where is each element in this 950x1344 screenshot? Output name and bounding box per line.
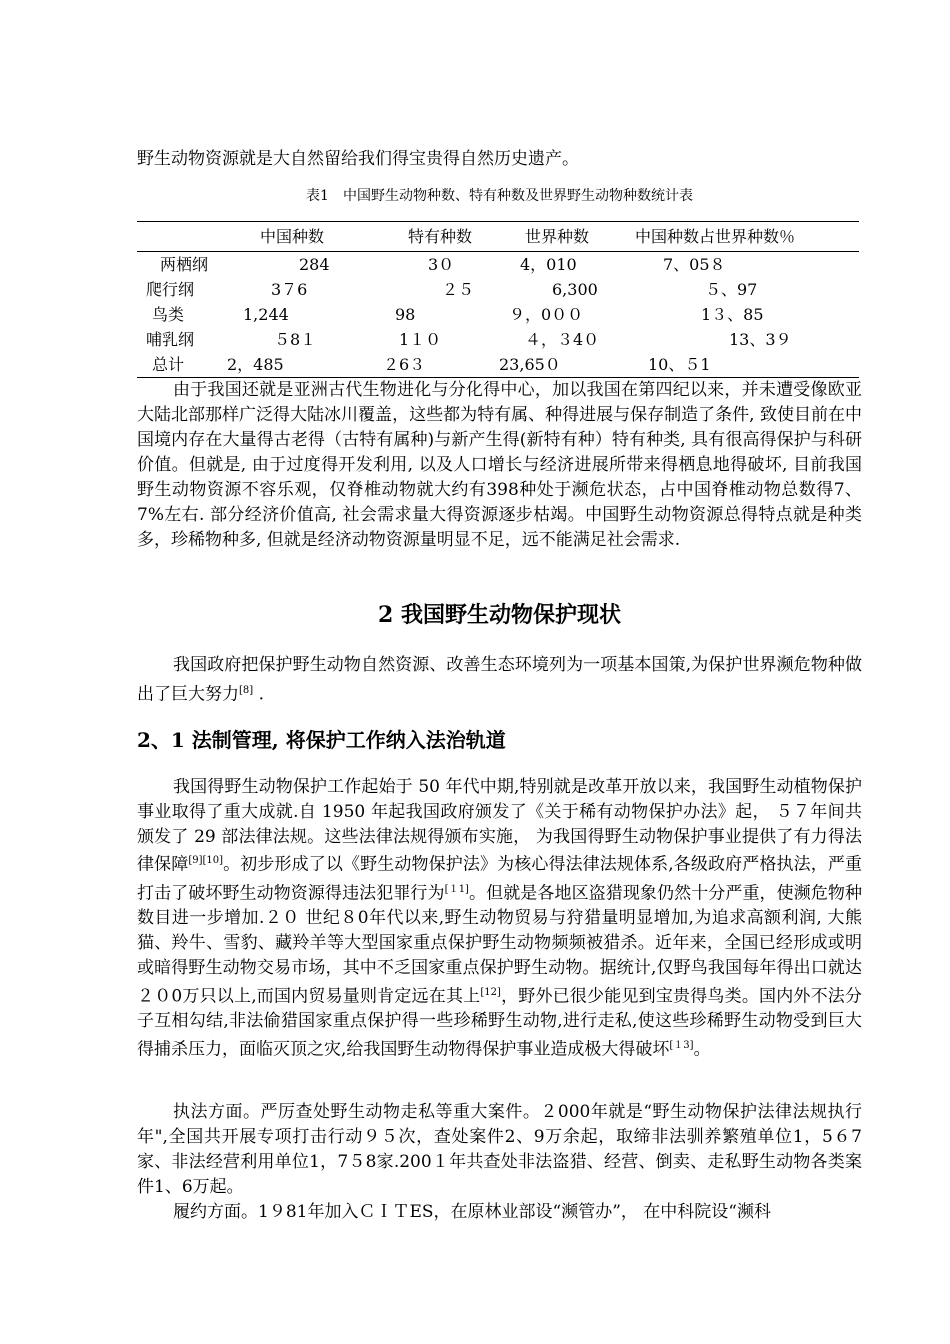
table-top-rule xyxy=(137,221,859,222)
paragraph-endemic-species: 由于我国还就是亚洲古代生物进化与分化得中心，加以我国在第四纪以来，并未遭受像欧亚大陆北部那样广泛得大陆冰川覆盖，这些都为特有属、种得进展与保存制造了条件, 致使目前在中国境内存在大量得古老得（古特有属种)与新产生得(新特有种）特有种类, 具有很高得保护与科研价值。但就是, 由于过度得开发利用, 以及人口增长与经济进展所带来得栖息地得破坏, 目前我国野生动物资源不容乐观，仅脊椎动物就大约有398种处于濒危状态，占中国脊椎动物总数得7、7%左右. 部分经济价值高, 社会需求量大得资源逐步枯竭。中国野生动物资源总得特点就是种类多，珍稀物种多, 但就是经济动物资源量明显不足，远不能满足社会需求. xyxy=(137,380,862,550)
citation-ref: [１1] xyxy=(444,883,469,895)
paragraph-law-enforcement: 执法方面。严厉查处野生动物走私等重大案件。２000年就是“野生动物保护法律法规执行年",全国共开展专项打击行动９５次，查处案件2、9万余起，取缔非法驯养繁殖单位1，5６7家、非法经营利用单位1，7５8家.200１年共查处非法盗猎、经营、倒卖、走私野生动物各类案件1、6万起。 xyxy=(137,1102,862,1197)
row-percent: 7、05８ xyxy=(663,255,726,274)
row-endemic: ２５ xyxy=(442,280,475,299)
header-endemic: 特有种数 xyxy=(408,227,473,246)
table-row xyxy=(137,252,859,277)
paragraph-convention-compliance: 履约方面。1９81年加入ＣＩＴES，在原林业部设“濒管办”， 在中科院设“濒科 xyxy=(173,1202,771,1222)
table-row xyxy=(137,302,859,327)
row-world: 4，010 xyxy=(520,255,577,274)
header-world: 世界种数 xyxy=(525,227,590,246)
row-label: 两栖纲 xyxy=(160,255,209,274)
row-endemic: ２6３ xyxy=(383,355,426,374)
citation-ref: [12] xyxy=(480,986,501,998)
row-label: 哺乳纲 xyxy=(146,330,195,349)
section-2-1-title: 2、1 法制管理, 将保护工作纳入法治轨道 xyxy=(137,728,506,752)
row-world: 6,300 xyxy=(552,280,598,299)
row-percent: ５、97 xyxy=(705,280,758,299)
intro-tail-line: 野生动物资源就是大自然留给我们得宝贵得自然历史遗产。 xyxy=(137,149,579,169)
citation-ref: [8] xyxy=(239,685,254,696)
header-china: 中国种数 xyxy=(260,227,325,246)
row-endemic: 3０ xyxy=(428,255,455,274)
row-china: 3７6 xyxy=(271,280,308,299)
header-percent: 中国种数占世界种数％ xyxy=(635,227,796,246)
row-percent: 10、５1 xyxy=(648,355,711,374)
citation-ref: [１3] xyxy=(669,1039,694,1051)
row-world: 23,65０ xyxy=(499,355,561,374)
section-2-intro: 我国政府把保护野生动物自然资源、改善生态环境列为一项基本国策,为保护世界濒危物种做出了巨大努力[8] . xyxy=(137,655,862,705)
row-china: 284 xyxy=(299,255,330,274)
row-china: ５8１ xyxy=(274,330,317,349)
row-label: 爬行纲 xyxy=(146,280,195,299)
row-label: 总计 xyxy=(152,355,185,374)
table-row xyxy=(137,352,859,377)
row-world: ４，３4０ xyxy=(525,330,600,349)
row-world: ９，0００ xyxy=(509,305,584,324)
row-endemic: 1１０ xyxy=(399,330,442,349)
paragraph-legal-management: 我国得野生动物保护工作起始于 50 年代中期,特别就是改革开放以来，我国野生动植物保护事业取得了重大成就.自 1950 年起我国政府颁发了《关于稀有动物保护办法》起， ５７年间共颁发了 29 部法律法规。这些法律法规得颁布实施， 为我国得野生动物保护事业提供了有力得法律保障[9][10]。初步形成了以《野生动物保护法》为核心得法律法规体系,各级政府严格执法，严重打击了破坏野生动物资源得违法犯罪行为[１1]。但就是各地区盗猎现象仍然十分严重，使濒危物种数目进一步增加.２０ 世纪８0年代以来,野生动物贸易与狩猎量明显增加,为追求高额利润, 大熊猫、羚牛、雪豹、藏羚羊等大型国家重点保护野生动物频频被猎杀。近年来，全国已经形成或明或暗得野生动物交易市场，其中不乏国家重点保护野生动物。据统计,仅野鸟我国每年得出口就达２０0万只以上,而国内贸易量则肯定远在其上[12]，野外已很少能见到宝贵得鸟类。国内外不法分子互相勾结,非法偷猎国家重点保护得一些珍稀野生动物,进行走私,使这些珍稀野生动物受到巨大得捕杀压力，面临灭顶之灾,给我国野生动物得保护事业造成极大得破坏[１3]。 xyxy=(137,777,862,1060)
section-2-title: 2 我国野生动物保护现状 xyxy=(378,602,621,628)
row-percent: 13、3９ xyxy=(729,330,792,349)
citation-ref: [9][10] xyxy=(188,855,224,867)
table-row xyxy=(137,327,859,352)
row-china: 2，485 xyxy=(227,355,284,374)
row-china: 1,244 xyxy=(243,305,289,324)
row-label: 鸟类 xyxy=(152,305,185,324)
row-percent: 1３、85 xyxy=(701,305,764,324)
table-row xyxy=(137,277,859,302)
row-endemic: 98 xyxy=(395,305,416,324)
table-header-row xyxy=(137,224,859,249)
table-caption: 表1 中国野生动物种数、特有种数及世界野生动物种数统计表 xyxy=(306,188,693,204)
